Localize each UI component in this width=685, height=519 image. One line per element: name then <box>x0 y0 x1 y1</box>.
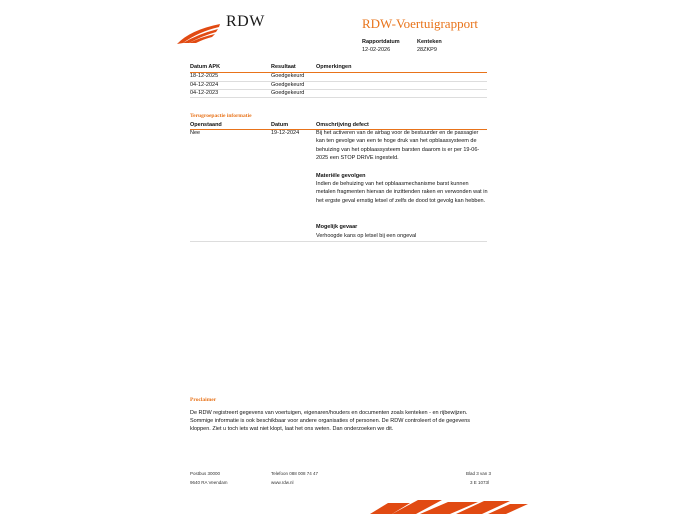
decorative-stripes <box>370 498 530 514</box>
footer-web[interactable]: www.rdw.nl <box>271 480 294 485</box>
apk-row-date: 04-12-2023 <box>190 90 219 96</box>
recall-header-open: Openstaand <box>190 122 222 128</box>
recall-consequences-text: Indien de behuizing van het opblaasmechanisme barst kunnen metalen fragmenten hiervan de inzittenden raken en verwonden wat in het ergste geval ernstig letsel of zelfs de dood tot gevolg kan hebben. <box>316 181 488 204</box>
recall-danger-text: Verhoogde kans op letsel bij een ongeval <box>316 233 417 239</box>
row-divider <box>190 81 487 82</box>
apk-row-result: Goedgekeurd <box>271 82 305 88</box>
recall-description: Bij het activeren van de airbag voor de bestuurder en de passagier kan ten gevolge van een te hoge druk van het opblaassysteem de behuizing van het opblaassysteem barsten daarom is er per 19-06-2025 een STOP DRIVE ingesteld. <box>316 130 480 162</box>
apk-header-date: Datum APK <box>190 64 221 70</box>
report-date-label: Rapportdatum <box>362 39 400 45</box>
footer-city: 9640 RA Veendam <box>190 480 228 485</box>
recall-header-description: Omschrijving defect <box>316 122 369 128</box>
recall-title: Terugroepactie informatie <box>190 113 252 119</box>
disclaimer-title: Proclaimer <box>190 397 217 403</box>
footer-phone: Telefoon 088 008 74 47 <box>271 471 319 476</box>
apk-header-result: Resultaat <box>271 64 296 70</box>
rdw-logo <box>176 22 222 46</box>
rdw-logo-icon <box>176 22 222 46</box>
report-date-value: 12-02-2026 <box>362 47 391 53</box>
row-divider <box>190 89 487 90</box>
recall-danger-title: Mogelijk gevaar <box>316 224 358 230</box>
disclaimer-text: De RDW registreert gegevens van voertuigen, eigenaren/houders en documenten zoals kenteken - en rijbewijzen. Sommige informatie is ook beschikbaar voor andere organisaties of personen. De RDW controleert of de gegevens kloppen. Ziet u toch iets wat niet klopt, laat het ons weten. Dan onderzoeken we dit. <box>190 410 471 433</box>
brand-name: RDW <box>226 13 265 30</box>
apk-row-result: Goedgekeurd <box>271 73 305 79</box>
recall-bottom-divider <box>190 241 487 242</box>
footer-code: 3 E 1073l <box>470 480 490 485</box>
plate-label: Kenteken <box>417 39 442 45</box>
apk-row-date: 04-12-2024 <box>190 82 219 88</box>
apk-row-result: Goedgekeurd <box>271 90 305 96</box>
recall-consequences-title: Materiële gevolgen <box>316 173 366 179</box>
footer-postbus: Postbus 30000 <box>190 471 221 476</box>
apk-header-divider <box>190 72 487 73</box>
plate-value: 28ZKP9 <box>417 47 437 53</box>
stripes-icon <box>370 498 530 514</box>
apk-header-remarks: Opmerkingen <box>316 64 352 70</box>
footer-page: Blad 3 van 3 <box>466 471 492 476</box>
report-title: RDW-Voertuigrapport <box>362 16 479 31</box>
row-divider <box>190 97 487 98</box>
apk-row-date: 18-12-2025 <box>190 73 219 79</box>
recall-date-value: 19-12-2024 <box>271 130 300 136</box>
recall-header-date: Datum <box>271 122 289 128</box>
recall-open-value: Nee <box>190 130 201 136</box>
